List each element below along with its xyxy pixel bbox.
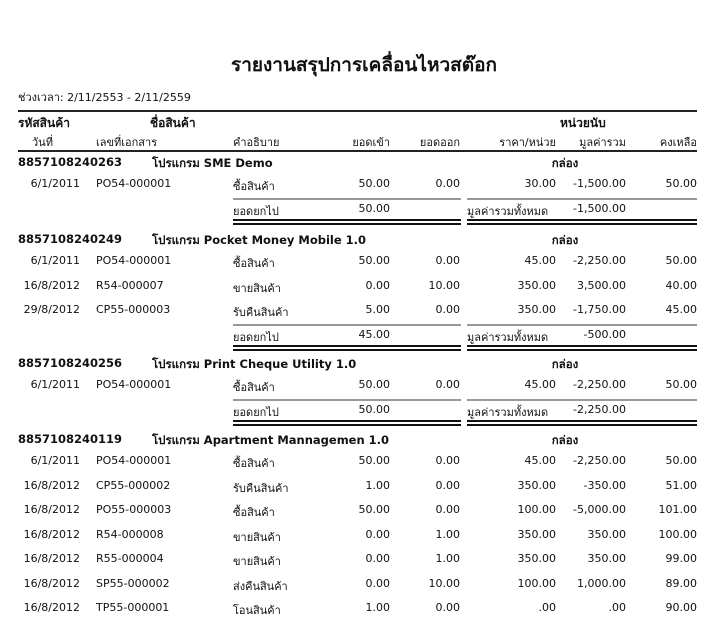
row-date: 16/8/2012	[23, 552, 80, 565]
row-date: 16/8/2012	[23, 278, 80, 292]
row-qty-out: 1.00	[435, 527, 460, 541]
column-header-doc-no: เลขที่เอกสาร	[96, 136, 158, 149]
row-qty-in: 0.00	[365, 527, 390, 541]
summary-double-rule-left	[233, 345, 461, 351]
row-unit-price: 45.00	[524, 378, 556, 391]
header-top-rule	[18, 110, 697, 112]
product-code: 8857108240263	[18, 155, 123, 169]
row-description: รับคืนสินค้า	[233, 481, 289, 495]
row-total-value: -350.00	[583, 478, 626, 492]
summary-double-rule-left	[233, 219, 461, 225]
grand-total-label: มูลค่ารวมทั้งหมด	[467, 330, 549, 344]
product-unit: กล่อง	[551, 433, 579, 447]
row-date: 6/1/2011	[30, 254, 80, 267]
row-doc-no: PO54-000001	[96, 378, 172, 391]
row-qty-in: 50.00	[358, 378, 390, 391]
column-header-total-value: มูลค่ารวม	[579, 136, 626, 149]
row-description: ขายสินค้า	[233, 530, 281, 544]
product-name: โปรแกรม Pocket Money Mobile 1.0	[152, 233, 367, 247]
row-qty-in: 50.00	[358, 503, 390, 516]
row-balance: 51.00	[665, 478, 697, 492]
row-qty-out: 0.00	[435, 254, 460, 267]
summary-double-rule-right	[467, 219, 697, 225]
row-total-value: -1,500.00	[573, 177, 626, 190]
row-date: 16/8/2012	[23, 478, 80, 492]
row-total-value: -2,250.00	[573, 454, 626, 467]
row-description: ซื้อสินค้า	[233, 457, 275, 470]
summary-top-rule-right	[467, 198, 697, 200]
column-header-unit: หน่วยนับ	[560, 116, 606, 130]
row-unit-price: 100.00	[517, 576, 556, 590]
row-qty-in: 0.00	[365, 552, 390, 565]
row-date: 6/1/2011	[30, 378, 80, 391]
carry-forward-label: ยอดยกไป	[233, 204, 279, 218]
row-total-value: -2,250.00	[573, 378, 626, 391]
row-date: 16/8/2012	[23, 527, 80, 541]
row-unit-price: 100.00	[517, 503, 556, 516]
row-qty-out: 0.00	[435, 378, 460, 391]
row-date: 16/8/2012	[23, 576, 80, 590]
row-qty-in: 0.00	[365, 576, 390, 590]
product-code: 8857108240256	[18, 356, 123, 370]
row-balance: 45.00	[665, 303, 697, 316]
row-unit-price: .00	[538, 601, 556, 614]
row-doc-no: TP55-000001	[96, 601, 170, 614]
column-header-unit-price: ราคา/หน่วย	[499, 136, 556, 149]
carry-forward-label: ยอดยกไป	[233, 405, 279, 419]
summary-double-rule-right	[467, 420, 697, 426]
report-period: ช่วงเวลา: 2/11/2553 - 2/11/2559	[18, 91, 191, 104]
row-qty-in: 50.00	[358, 177, 390, 190]
product-unit: กล่อง	[551, 233, 579, 247]
row-balance: 50.00	[665, 378, 697, 391]
product-code: 8857108240119	[18, 432, 123, 446]
row-qty-in: 50.00	[358, 454, 390, 467]
row-doc-no: R54-000007	[96, 278, 164, 292]
row-qty-in: 5.00	[365, 303, 390, 316]
row-total-value: 1,000.00	[577, 576, 626, 590]
row-qty-out: 0.00	[435, 601, 460, 614]
column-header-balance: คงเหลือ	[659, 136, 697, 149]
row-qty-out: 1.00	[435, 552, 460, 565]
row-qty-out: 0.00	[435, 303, 460, 316]
row-doc-no: PO55-000003	[96, 503, 172, 516]
row-description: ซื้อสินค้า	[233, 257, 275, 270]
row-date: 29/8/2012	[23, 303, 80, 316]
product-name: โปรแกรม SME Demo	[152, 156, 273, 170]
row-balance: 50.00	[665, 177, 697, 190]
product-name: โปรแกรม Apartment Mannagemen 1.0	[152, 433, 390, 447]
row-qty-out: 10.00	[428, 278, 460, 292]
row-qty-out: 0.00	[435, 454, 460, 467]
product-unit: กล่อง	[551, 156, 579, 170]
grand-total-value: -2,250.00	[573, 402, 626, 416]
row-balance: 99.00	[665, 552, 697, 565]
row-qty-in: 1.00	[365, 478, 390, 492]
summary-double-rule-right	[467, 345, 697, 351]
row-balance: 90.00	[665, 601, 697, 614]
row-total-value: -1,750.00	[573, 303, 626, 316]
row-doc-no: R55-000004	[96, 552, 164, 565]
row-unit-price: 350.00	[517, 278, 556, 292]
row-doc-no: SP55-000002	[96, 576, 170, 590]
row-qty-in: 0.00	[365, 278, 390, 292]
row-doc-no: PO54-000001	[96, 454, 172, 467]
product-name: โปรแกรม Print Cheque Utility 1.0	[152, 357, 357, 371]
row-date: 6/1/2011	[30, 454, 80, 467]
row-balance: 50.00	[665, 254, 697, 267]
carry-forward-value: 50.00	[358, 402, 390, 416]
header-bottom-rule	[18, 150, 697, 152]
column-header-product-code: รหัสสินค้า	[18, 116, 70, 130]
grand-total-label: มูลค่ารวมทั้งหมด	[467, 204, 549, 218]
column-header-description: คำอธิบาย	[233, 136, 280, 149]
grand-total-label: มูลค่ารวมทั้งหมด	[467, 405, 549, 419]
row-description: ซื้อสินค้า	[233, 381, 275, 394]
product-code: 8857108240249	[18, 232, 123, 246]
row-unit-price: 350.00	[517, 303, 556, 316]
row-total-value: 350.00	[587, 552, 626, 565]
row-total-value: 350.00	[587, 527, 626, 541]
row-unit-price: 350.00	[517, 552, 556, 565]
row-balance: 89.00	[665, 576, 697, 590]
row-doc-no: PO54-000001	[96, 254, 172, 267]
column-header-product-name: ชื่อสินค้า	[150, 116, 196, 130]
row-description: ขายสินค้า	[233, 555, 281, 568]
row-unit-price: 350.00	[517, 527, 556, 541]
row-description: รับคืนสินค้า	[233, 306, 289, 319]
row-qty-in: 50.00	[358, 254, 390, 267]
carry-forward-value: 50.00	[358, 201, 390, 215]
row-total-value: .00	[608, 601, 626, 614]
grand-total-value: -500.00	[583, 327, 626, 341]
carry-forward-value: 45.00	[358, 327, 390, 341]
row-balance: 50.00	[665, 454, 697, 467]
row-doc-no: R54-000008	[96, 527, 164, 541]
row-doc-no: CP55-000002	[96, 478, 171, 492]
row-balance: 101.00	[658, 503, 697, 516]
row-balance: 100.00	[658, 527, 697, 541]
column-header-qty-in: ยอดเข้า	[352, 136, 390, 149]
carry-forward-label: ยอดยกไป	[233, 330, 279, 344]
row-description: ซื้อสินค้า	[233, 180, 275, 193]
row-unit-price: 30.00	[524, 177, 556, 190]
row-doc-no: PO54-000001	[96, 177, 172, 190]
row-date: 16/8/2012	[23, 503, 80, 516]
summary-top-rule-left	[233, 324, 461, 326]
column-header-date: วันที่	[32, 136, 53, 149]
row-unit-price: 350.00	[517, 478, 556, 492]
product-unit: กล่อง	[551, 357, 579, 371]
row-description: ขายสินค้า	[233, 281, 281, 295]
row-total-value: -5,000.00	[573, 503, 626, 516]
row-description: โอนสินค้า	[233, 604, 281, 617]
summary-top-rule-right	[467, 399, 697, 401]
row-date: 6/1/2011	[30, 177, 80, 190]
row-description: ซื้อสินค้า	[233, 506, 275, 519]
summary-top-rule-left	[233, 198, 461, 200]
row-unit-price: 45.00	[524, 254, 556, 267]
row-total-value: 3,500.00	[577, 278, 626, 292]
row-qty-out: 0.00	[435, 503, 460, 516]
summary-top-rule-left	[233, 399, 461, 401]
row-total-value: -2,250.00	[573, 254, 626, 267]
row-unit-price: 45.00	[524, 454, 556, 467]
row-date: 16/8/2012	[23, 601, 80, 614]
report-title: รายงานสรุปการเคลื่อนไหวสต๊อก	[230, 54, 498, 76]
column-header-qty-out: ยอดออก	[419, 136, 460, 149]
row-qty-in: 1.00	[365, 601, 390, 614]
row-description: ส่งคืนสินค้า	[233, 579, 288, 593]
grand-total-value: -1,500.00	[573, 201, 626, 215]
summary-double-rule-left	[233, 420, 461, 426]
row-qty-out: 10.00	[428, 576, 460, 590]
row-qty-out: 0.00	[435, 177, 460, 190]
row-doc-no: CP55-000003	[96, 303, 171, 316]
row-qty-out: 0.00	[435, 478, 460, 492]
summary-top-rule-right	[467, 324, 697, 326]
row-balance: 40.00	[665, 278, 697, 292]
